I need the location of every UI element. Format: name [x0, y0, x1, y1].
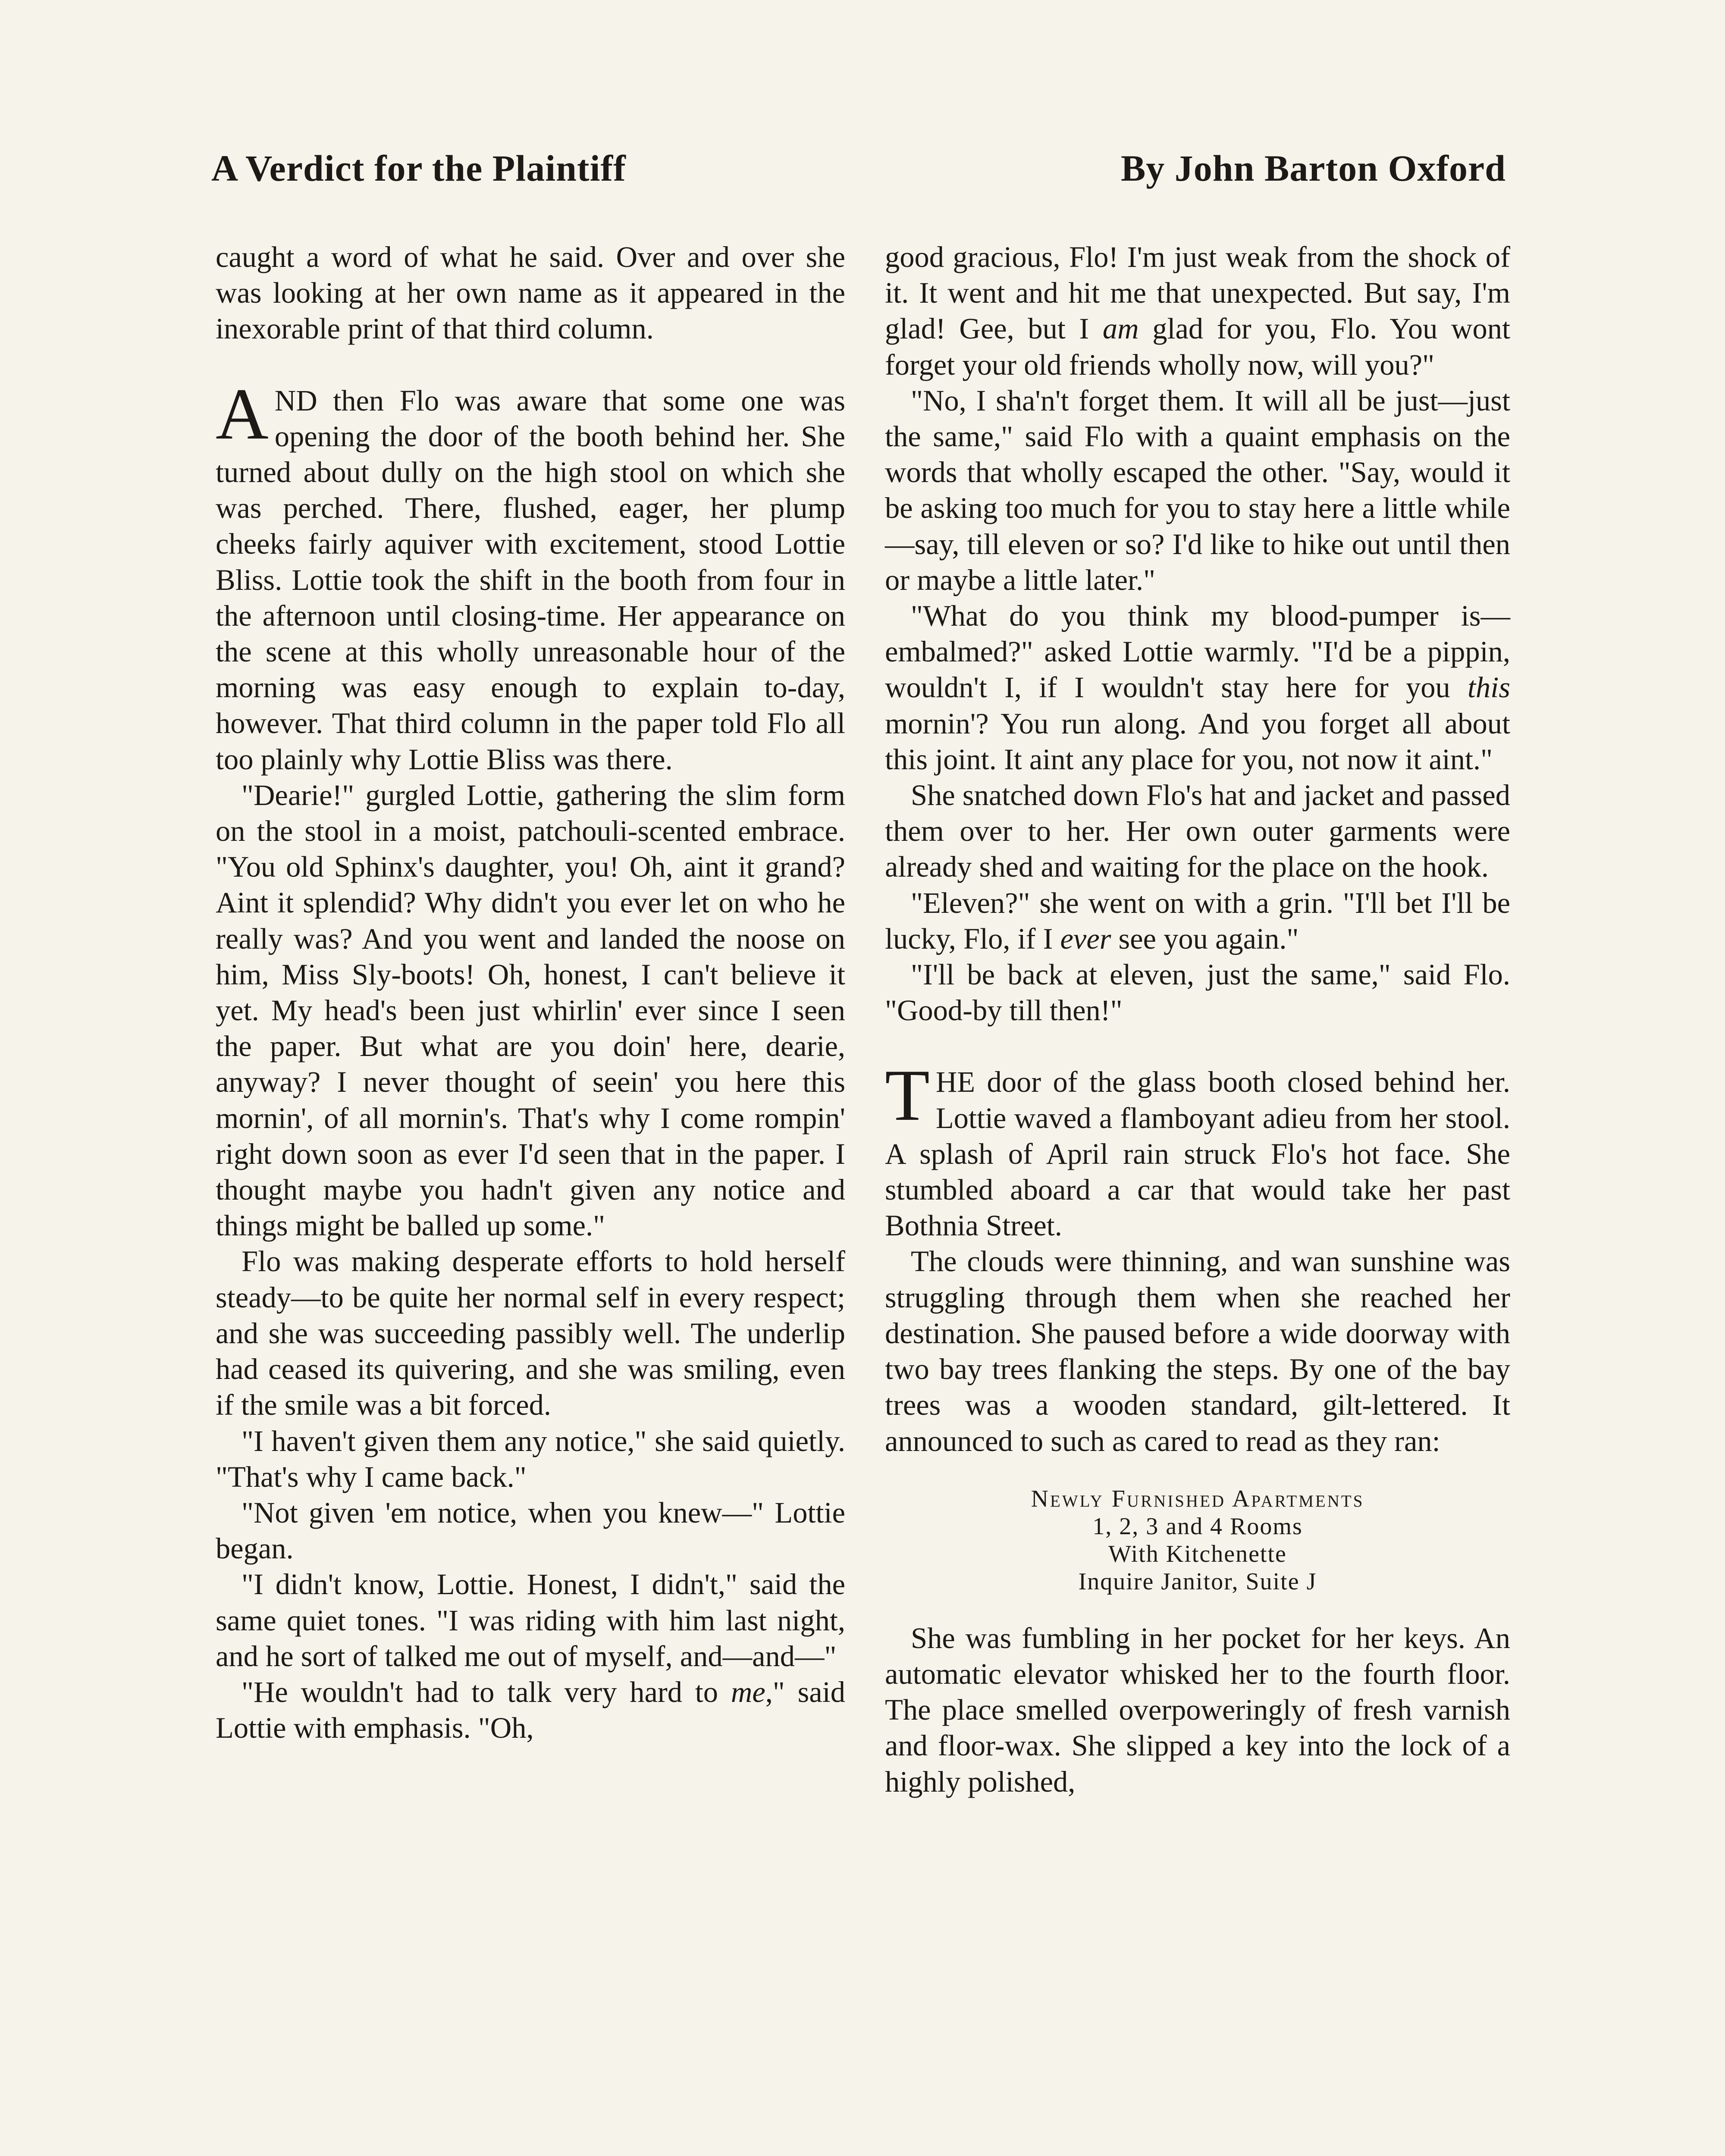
- author-byline: By John Barton Oxford: [1120, 147, 1506, 189]
- paragraph: "I'll be back at eleven, just the same," said Flo. "Good-by till then!": [885, 958, 1510, 1027]
- sign-line: Newly Furnished Apartments: [1031, 1485, 1364, 1512]
- paragraph: [885, 1055, 1510, 1244]
- drop-cap: A: [216, 373, 269, 454]
- paragraph-text: "What do you think my blood-pumper is—embalmed?" asked Lottie warmly. "I'd be a pippin, wouldn't I, if I wouldn't stay here for you: [885, 599, 1510, 704]
- paragraph-text: "Eleven?" she went on with a grin. "I'll bet I'll be lucky, Flo, if I: [885, 886, 1510, 955]
- paragraph-text: ND then Flo was aware that some one was opening the door of the booth behind her. She turned about dully on the high stool on which she was perched. There, flushed, eager, her plump cheeks fairly aquiver with excitement, stood Lottie Bliss. Lottie took the shift in the booth from four in the afternoon until closing-time. Her appearance on the scene at this wholly unreasonable hour of the morning was easy enough to explain to-day, however. That third column in the paper told Flo all too plainly why Lottie Bliss was there.: [216, 384, 845, 776]
- paragraph: "Not given 'em notice, when you knew—" Lottie began.: [216, 1496, 845, 1565]
- paragraph: [216, 1674, 845, 1746]
- paragraph-text: see you again.": [1111, 922, 1299, 955]
- paragraph-text: good gracious, Flo! I'm just weak from the shock of it. It went and hit me that unexpected. But say, I'm glad! Gee, but I: [885, 241, 1510, 345]
- paragraph: [885, 598, 1510, 777]
- paragraph: She snatched down Flo's hat and jacket and passed them over to her. Her own outer garments were already shed and waiting for the place on the hook.: [885, 779, 1510, 884]
- paragraph: Flo was making desperate efforts to hold herself steady—to be quite her normal self in every respect; and she was succeeding passibly well. The underlip had ceased its quivering, and she was smiling, even if the smile was a bit forced.: [216, 1245, 845, 1422]
- drop-cap: T: [885, 1055, 930, 1136]
- paragraph: The clouds were thinning, and wan sunshine was struggling through them when she reached her destination. She paused before a wide doorway with two bay trees flanking the steps. By one of the bay trees was a wooden standard, gilt-lettered. It announced to such as cared to read as they ran:: [885, 1245, 1510, 1457]
- paragraph-text: ," said Lottie with emphasis. "Oh,: [216, 1675, 845, 1745]
- sign-line: With Kitchenette: [1108, 1540, 1287, 1567]
- paragraph-text: HE door of the glass booth closed behind her. Lottie waved a flamboyant adieu from her stool. A splash of April rain struck Flo's hot face. She stumbled aboard a car that would take her past Bothnia Street.: [885, 1065, 1510, 1242]
- sign-line: 1, 2, 3 and 4 Rooms: [1092, 1513, 1303, 1540]
- left-column: [216, 239, 845, 1746]
- emphasis-text: this: [1468, 671, 1510, 704]
- emphasis-text: me: [731, 1675, 765, 1708]
- paragraph: She was fumbling in her pocket for her keys. An automatic elevator whisked her to the fourth floor. The place smelled overpoweringly of fresh varnish and floor-wax. She slipped a key into the lock of a highly polished,: [885, 1621, 1510, 1798]
- apartment-sign: [885, 1485, 1510, 1595]
- paragraph: [885, 239, 1510, 383]
- paragraph-text: mornin'? You run along. And you forget all about this joint. It aint any place for you, not now it aint.": [885, 707, 1510, 776]
- story-title: A Verdict for the Plaintiff: [211, 147, 626, 189]
- right-column: [885, 239, 1510, 1800]
- paragraph: "I didn't know, Lottie. Honest, I didn't," said the same quiet tones. "I was riding with him last night, and he sort of talked me out of myself, and—and—": [216, 1568, 845, 1673]
- sign-line: Inquire Janitor, Suite J: [1078, 1568, 1317, 1595]
- emphasis-text: ever: [1060, 922, 1111, 955]
- running-header: [211, 147, 1506, 198]
- paragraph: "Dearie!" gurgled Lottie, gathering the slim form on the stool in a moist, patchouli-scented embrace. "You old Sphinx's daughter, you! Oh, aint it grand? Aint it splendid? Why didn't you ever let on who he really was? And you went and landed the noose on him, Miss Sly-boots! Oh, honest, I can't believe it yet. My head's been just whirlin' ever since I seen the paper. But what are you doin' here, dearie, anyway? I never thought of seein' you here this mornin', of all mornin's. That's why I come rompin' right down soon as ever I'd seen that in the paper. I thought maybe you hadn't given any notice and things might be balled up some.": [216, 778, 845, 1242]
- emphasis-text: am: [1102, 312, 1139, 345]
- paragraph-text: glad for you, Flo. You wont forget your old friends wholly now, will you?": [885, 312, 1510, 381]
- paragraph: caught a word of what he said. Over and over she was looking at her own name as it appeared in the inexorable print of that third column.: [216, 241, 845, 345]
- paragraph: [885, 885, 1510, 957]
- paragraph: "I haven't given them any notice," she said quietly. "That's why I came back.": [216, 1424, 845, 1493]
- paragraph: [216, 373, 845, 777]
- paragraph-text: "He wouldn't had to talk very hard to: [242, 1675, 731, 1708]
- paragraph: "No, I sha'n't forget them. It will all be just—just the same," said Flo with a quaint emphasis on the words that wholly escaped the other. "Say, would it be asking too much for you to stay here a little while—say, till eleven or so? I'd like to hike out until then or maybe a little later.": [885, 384, 1510, 596]
